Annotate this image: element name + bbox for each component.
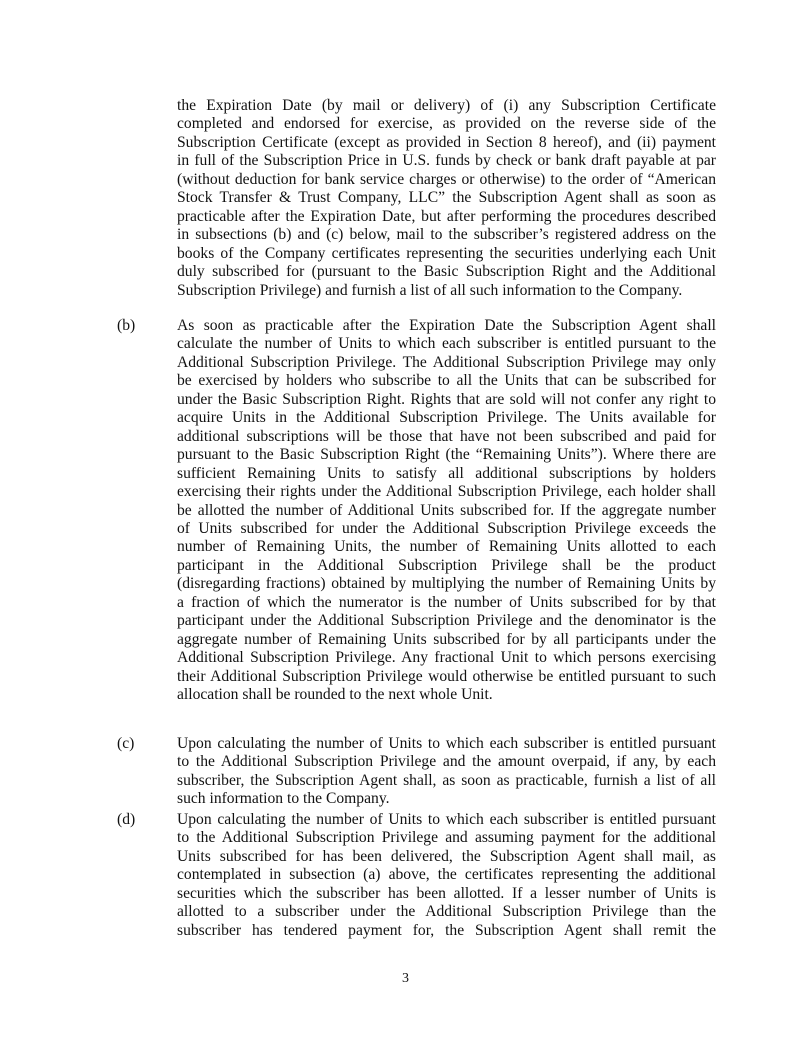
text-line: (disregarding fractions) obtained by multiplying the number of Remaining Units by <box>177 575 716 593</box>
text-line: under the Basic Subscription Right. Rights that are sold will not confer any right to <box>177 390 716 408</box>
paragraph-b <box>177 317 716 705</box>
text-line: Subscription Certificate (except as provided in Section 8 hereof), and (ii) payment <box>177 133 716 151</box>
text-line: of Units subscribed for under the Additional Subscription Privilege exceeds the <box>177 519 716 537</box>
text-line: contemplated in subsection (a) above, the certificates representing the additional <box>177 866 716 884</box>
text-line: Upon calculating the number of Units to which each subscriber is entitled pursuant <box>177 735 716 752</box>
text-line: duly subscribed for (pursuant to the Basic Subscription Right and the Additional <box>177 263 716 281</box>
paragraph-a-continued <box>177 97 716 300</box>
text-line: Stock Transfer & Trust Company, LLC” the Subscription Agent shall as soon as <box>177 189 716 207</box>
text-line: Additional Subscription Privilege. Any fractional Unit to which persons exercising <box>177 649 716 667</box>
text-line: such information to the Company. <box>177 790 390 808</box>
text-line: to the Additional Subscription Privilege and assuming payment for the additional <box>177 829 716 847</box>
text-line: (without deduction for bank service charges or otherwise) to the order of “American <box>177 170 716 188</box>
text-line: their Additional Subscription Privilege would otherwise be entitled pursuant to such <box>177 667 716 685</box>
text-line: subscriber, the Subscription Agent shall, as soon as practicable, furnish a list of all <box>177 771 716 789</box>
text-line: Additional Subscription Privilege. The Additional Subscription Privilege may only <box>177 353 716 371</box>
text-line: sufficient Remaining Units to satisfy all additional subscriptions by holders <box>177 464 716 482</box>
text-line: aggregate number of Remaining Units subscribed for by all participants under the <box>177 630 716 648</box>
text-line: a fraction of which the numerator is the number of Units subscribed for by that <box>177 593 716 611</box>
paragraph-d <box>177 811 716 940</box>
text-line: books of the Company certificates representing the securities underlying each Unit <box>177 244 716 262</box>
text-line: participant under the Additional Subscription Privilege and the denominator is the <box>177 612 716 630</box>
text-line: in full of the Subscription Price in U.S. funds by check or bank draft payable at par <box>177 152 716 170</box>
paragraph-c <box>177 735 716 809</box>
text-line: pursuant to the Basic Subscription Right (the “Remaining Units”). Where there are <box>177 446 716 464</box>
text-line: allotted to a subscriber under the Additional Subscription Privilege than the <box>177 903 716 921</box>
text-line: subscriber has tendered payment for, the Subscription Agent shall remit the <box>177 921 716 939</box>
text-line: calculate the number of Units to which each subscriber is entitled pursuant to the <box>177 335 716 353</box>
text-line: participant in the Additional Subscription Privilege shall be the product <box>177 556 716 574</box>
text-line: completed and endorsed for exercise, as provided on the reverse side of the <box>177 115 716 133</box>
paragraph-label: (c) <box>117 735 135 752</box>
text-line: be allotted the number of Additional Units subscribed for. If the aggregate number <box>177 501 716 519</box>
text-line: allocation shall be rounded to the next whole Unit. <box>177 686 493 704</box>
page-number: 3 <box>402 971 409 986</box>
text-line: practicable after the Expiration Date, but after performing the procedures described <box>177 207 716 225</box>
text-line: be exercised by holders who subscribe to all the Units that can be subscribed for <box>177 372 716 390</box>
text-line: Upon calculating the number of Units to which each subscriber is entitled pursuant <box>177 811 716 828</box>
text-line: additional subscriptions will be those that have not been subscribed and paid for <box>177 427 716 445</box>
text-line: Subscription Privilege) and furnish a list of all such information to the Company. <box>177 281 683 299</box>
text-line: number of Remaining Units, the number of Remaining Units allotted to each <box>177 538 716 556</box>
text-line: acquire Units in the Additional Subscription Privilege. The Units available for <box>177 409 716 427</box>
text-line: securities which the subscriber has been allotted. If a lesser number of Units is <box>177 884 716 902</box>
text-line: As soon as practicable after the Expiration Date the Subscription Agent shall <box>177 317 716 334</box>
text-line: in subsections (b) and (c) below, mail to the subscriber’s registered address on the <box>177 226 716 244</box>
text-line: to the Additional Subscription Privilege and the amount overpaid, if any, by each <box>177 753 716 771</box>
text-line: Units subscribed for has been delivered, the Subscription Agent shall mail, as <box>177 847 716 865</box>
text-line: exercising their rights under the Additional Subscription Privilege, each holder shall <box>177 483 716 501</box>
paragraph-label: (d) <box>117 811 136 828</box>
paragraph-label: (b) <box>117 317 136 334</box>
text-line: the Expiration Date (by mail or delivery) of (i) any Subscription Certificate <box>177 97 716 114</box>
